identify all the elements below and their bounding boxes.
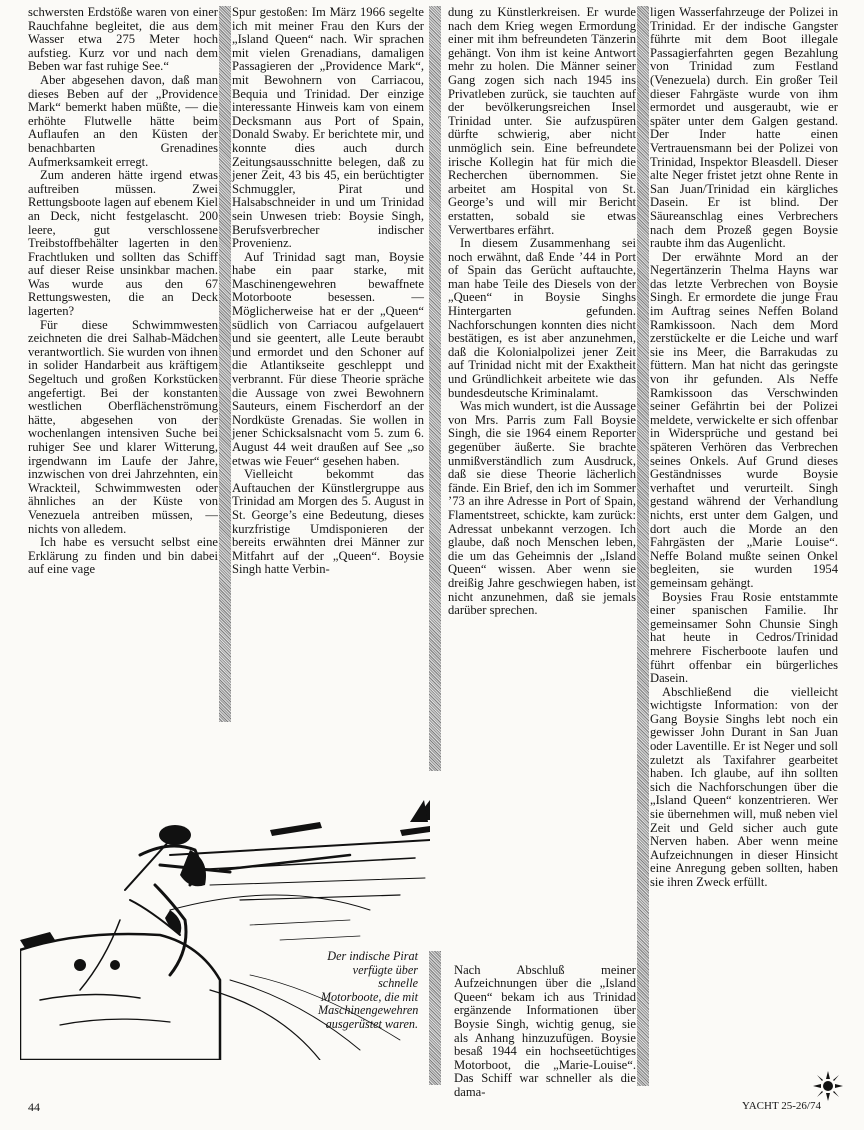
article-paragraph: Vielleicht bekommt das Auftauchen der Künstlergruppe aus Trinidad am Morgen des 5. August in St. George’s eine Bedeutung, dieses kurzfristige Umdisponieren der bereits erwähnten drei Männer zur Mitfahrt auf der „Queen“. Boysie Singh hatte Verbin- (232, 467, 424, 577)
article-column-3 (448, 6, 636, 618)
article-column-4 (650, 6, 838, 890)
article-column-1 (28, 6, 218, 577)
article-paragraph: Was mich wundert, ist die Aussage von Mrs. Parris zum Fall Boysie Singh, die sie 1964 einem Reporter gegenüber äußerte. Sie brachte unmißverständlich zum Ausdruck, daß sie diese Theorie lächerlich fände. Ein Brief, den ich im Sommer ’73 an ihre Adresse in Port of Spain, Flamentstreet, schickte, kam zurück: Adressat unbekannt verzogen. Ich glaube, daß noch Menschen leben, die um das Geheimnis der „Island Queen“ wissen. Aber wenn sie dreißig Jahre geschwiegen haben, ist nicht anzunehmen, daß sie jemals darüber sprechen. (448, 399, 636, 618)
page-number: 44 (28, 1100, 40, 1114)
article-paragraph: Abschließend die vielleicht wichtigste Information: von der Gang Boysie Singhs lebt noch ein gewisser John Durant in San Juan oder Laventille. Er ist Neger und soll zuletzt als Taxifahrer gearbeitet haben. Ich glaube, auf ihn sollten sich die Nachforschungen über die „Island Queen“ konzentrieren. Wer sie übernehmen will, muß neben viel Zeit und Geld sicher auch gute Nerven haben. Aber wenn meine Aufzeichnungen in dieser Hinsicht eine Anregung geben sollten, haben sie ihren Zweck erfüllt. (650, 684, 838, 889)
sun-logo-icon (812, 1070, 844, 1102)
article-paragraph: schwersten Erdstöße waren von einer Rauchfahne begleitet, die aus dem Wasser etwa 275 Meter hoch aufstieg. Kurz vor und nach dem Beben war fast ruhige See.“ (28, 5, 218, 74)
article-paragraph: Spur gestoßen: Im März 1966 segelte ich mit meiner Frau den Kurs der „Island Queen“ nach. Wir sprachen mit vielen Grenadians, damaligen Passagieren der „Providence Mark“, mit Bewohnern von Carriacou, Bequia und Trinidad. Der einzige interessante Hinweis kam von einem Decksmann aus Port of Spain, Donald Swaby. Er berichtete mir, und konnte dies auch durch Zeitungsausschnitte belegen, daß zu jener Zeit, 43 bis 45, ein berüchtigter Schmuggler, Pirat und Halsabschneider in und um Trinidad sein Unwesen trieb: Boysie Singh, Berufsverbrecher indischer Provenienz. (232, 5, 424, 251)
magazine-issue: YACHT 25-26/74 (742, 1100, 821, 1112)
article-paragraph: Boysies Frau Rosie entstammte einer spanischen Familie. Ihr gemeinsamer Sohn Chunsie Singh hat heute in Cedros/Trinidad mehrere Fischerboote laufen und führt offenbar ein bürgerliches Dasein. (650, 589, 838, 686)
article-paragraph: Der erwähnte Mord an der Negertänzerin Thelma Hayns war das letzte Verbrechen von Boysie Singh. Er ermordete die junge Frau im Auftrag seines Neffen Boland Ramkissoon. Nach dem Mord zerstückelte er die Leiche und warf sie ins Meer, die Barrakudas zu füttern. Man hat nicht das geringste von ihr gefunden. Als Neffe Ramkissoon das Verschwinden seiner Gefährtin bei der Polizei meldete, verwickelte er sich offenbar in Widersprüche und gestand bei späteren Verhören das Verbrechen seines Onkels. Auf Grund dieses Geständnisses wurde Boysie verhaftet und verurteilt. Singh gestand während der Verhandlung nichts, erst unter dem Galgen, und dort auch die Morde an den Fahrgästen der „Marie Louise“. Neffe Boland mußte seinen Onkel begleiten, sie wurden 1954 gemeinsam gehängt. (650, 249, 838, 590)
article-paragraph: Für diese Schwimmwesten zeichneten die drei Salhab-Mädchen verantwortlich. Sie wurden von ihnen in solider Handarbeit aus kräftigem Segeltuch und großen Korkstücken angefertigt. Bei der konstanten westlichen Oberflächenströmung hätte, abgesehen von der wochenlangen intensiven Suche bei ruhiger See und klarer Witterung, irgendwann im Laufe der Jahre, inzwischen von drei Jahrzehnten, ein Wrackteil, Schwimmwesten oder ähnliches an der Küste von Venezuela antreiben müssen, — nichts von alledem. (28, 317, 218, 536)
illustration-caption: Der indische Pirat verfügte über schnelle Motorboote, die mit Maschinengewehren ausgerüstet waren. (318, 949, 419, 1031)
article-paragraph: In diesem Zusammenhang sei noch erwähnt, daß Ende ’44 in Port of Spain das Gerücht auftauchte, man habe Teile des Diesels von der „Queen“ in Boysie Singhs Hintergarten gefunden. Nachforschungen konnten dies nicht bestätigen, es ist aber anzunehmen, daß die Kolonialpolizei jener Zeit auf Trinidad nicht mit der Exaktheit und Gründlichkeit arbeitete wie das bundesdeutsche Kriminalamt. (448, 236, 636, 400)
article-paragraph: Zum anderen hätte irgend etwas auftreiben müssen. Zwei Rettungsboote lagen auf ebenem Kiel an Deck, nicht festgelascht. 200 leere, gut verschlossene Treibstoffbehälter lagerten in den Frachtluken und sollten das Schiff auf dieser Reise unsinkbar machen. Was wurde aus den 67 Rettungswesten, die an Deck lagerten? (28, 168, 218, 319)
column-rule-1 (219, 6, 231, 722)
column-rule-3 (637, 6, 649, 1086)
article-paragraph: Aber abgesehen davon, daß man dieses Beben auf der „Providence Mark“ bemerkt haben müßte, — die erhöhte Flutwelle hätte beim Auflaufen an den Küsten der benachbarten Grenadines Aufmerksamkeit erregt. (28, 72, 218, 169)
article-paragraph: dung zu Künstlerkreisen. Er wurde nach dem Krieg wegen Ermordung einer mit ihm befreundeten Tänzerin gehängt. Von ihm ist keine Antwort mehr zu holen. Die Männer seiner Gang zogen sich nach 1945 ins Privatleben zurück, sie tauchten auf der bevölkerungsreichen Insel Trinidad unter. Sie aufzuspüren dürfte schwierig, aber nicht unmöglich sein. Eine befreundete irische Kollegin hat für mich die Recherchen übernommen. Sie arbeitet am Hospital von St. George’s und will mir Bericht erstatten, sobald sie etwas Verwertbares erfährt. (448, 5, 636, 237)
article-column-3-continued (454, 951, 636, 1112)
article-paragraph: Nach Abschluß meiner Aufzeichnungen über die „Island Queen“ bekam ich aus Trinidad ergänzende Informationen über Boysie Singh, wichtig genug, sie als Anhang hinzuzufügen. Boysie besaß 1944 ein hochseetüchtiges Motorboot, die „Marie-Louise“. Das Schiff war schneller als die dama- (454, 962, 636, 1099)
column-rule-4 (429, 951, 441, 1085)
article-paragraph: Ich habe es versucht selbst eine Erklärung zu finden und bin dabei auf eine vage (28, 535, 218, 577)
column-rule-2 (429, 6, 441, 771)
article-paragraph: ligen Wasserfahrzeuge der Polizei in Trinidad. Er der indische Gangster führte mit dem Boot illegale Passagierfahrten gegen Bezahlung von Trinidad zum Festland (Venezuela) durch. Ein großer Teil dieser Fahrgäste wurde von ihm ermordet und ausgeraubt, wie er später unter dem Galgen gestand. Der Inder hatte einen Vertrauensmann bei der Polizei von Trinidad, Inspektor Bleasdell. Dieser alte Neger fristet jetzt ohne Rente in San Juan/Trinidad ein kärgliches Dasein. Er ist blind. Der Säureanschlag eines Verbrechers nach dem Prozeß gegen Boysie raubte ihm das Augenlicht. (650, 5, 838, 251)
article-column-2 (232, 6, 424, 577)
article-paragraph: Auf Trinidad sagt man, Boysie habe ein paar starke, mit Maschinengewehren bewaffnete Motorboote besessen. — Möglicherweise hat er der „Queen“ südlich von Carriacou aufgelauert und sie geentert, alle Leute beraubt und ermordet und den Schoner auf die Atlantikseite geschleppt und verbrannt. Für diese Theorie spräche die Aussage von zwei Bewohnern Sauteurs, einem Fischerdorf an der Nordküste Grenadas. Sie wollen in jener Schicksalsnacht vom 5. zum 6. August 44 weit draußen auf See „so etwas wie Feuer“ gesehen haben. (232, 249, 424, 468)
